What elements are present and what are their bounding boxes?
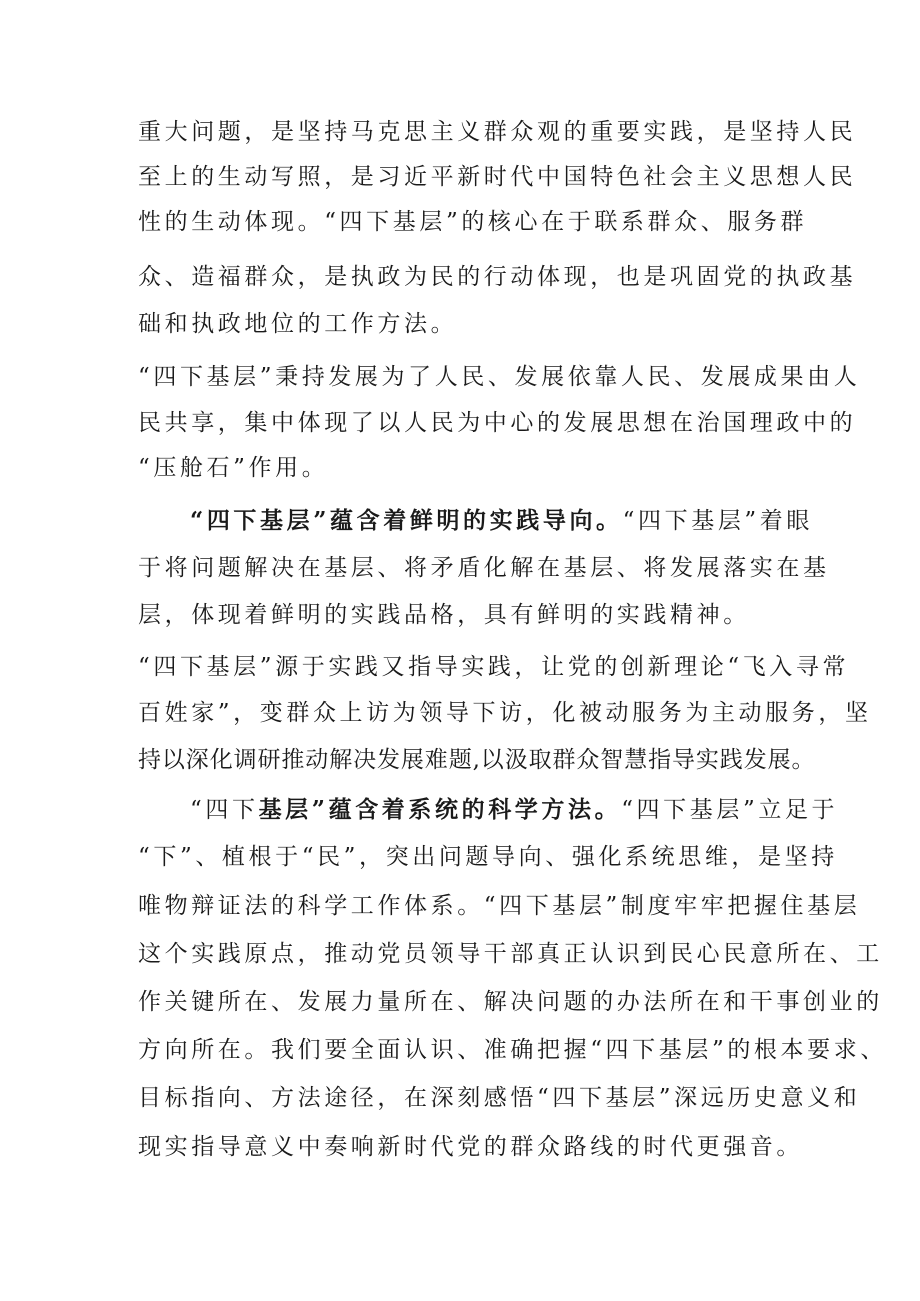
heading-tail-text: 立足于 bbox=[758, 797, 839, 823]
text-line: 百姓家”，变群众上访为领导下访，化被动服务为主动服务，坚 bbox=[138, 700, 872, 726]
text-line: 唯物辩证法的科学工作体系。“四下基层”制度牢牢把握住基层 bbox=[138, 893, 861, 919]
text-line: 方向所在。我们要全面认识、准确把握“四下基层”的根本要求、 bbox=[138, 1037, 887, 1063]
text-line: “下”、植根于“民”，突出问题导向、强化系统思维，是坚持 bbox=[138, 844, 838, 870]
text-line: 于将问题解决在基层、将矛盾化解在基层、将发展落实在基 bbox=[138, 555, 830, 581]
text-line: 民共享，集中体现了以人民为中心的发展思想在治国理政中的 bbox=[138, 410, 857, 436]
text-line: 性的生动体现。“四下基层”的核心在于联系群众、服务群 bbox=[138, 209, 808, 235]
paragraph-heading-practice bbox=[190, 506, 813, 536]
text-line: 作关键所在、发展力量所在、解决问题的办法所在和干事创业的 bbox=[138, 989, 883, 1015]
text-line: 础和执政地位的工作方法。 bbox=[138, 311, 458, 337]
text-line: 层，体现着鲜明的实践品格，具有鲜明的实践精神。 bbox=[138, 602, 750, 628]
text-line: 至上的生动写照，是习近平新时代中国特色社会主义思想人民 bbox=[138, 164, 857, 190]
text-line: “四下基层”源于实践又指导实践，让党的创新理论“飞入寻常 bbox=[138, 654, 850, 680]
text-line: 众、造福群众，是执政为民的行动体现，也是巩固党的执政基 bbox=[138, 264, 857, 290]
heading-lead-text: “四下基层” bbox=[622, 508, 760, 534]
text-line: “四下基层”秉持发展为了人民、发展依靠人民、发展成果由人 bbox=[138, 364, 861, 390]
text-line: 重大问题，是坚持马克思主义群众观的重要实践，是坚持人民 bbox=[138, 119, 857, 145]
heading-tail-text: 着眼 bbox=[759, 508, 813, 534]
text-line: 持以深化调研推动解决发展难题,以汲取群众智慧指导实践发展。 bbox=[138, 747, 816, 773]
heading-prefix-text: “四下 bbox=[190, 797, 259, 823]
heading-bold-text: 基层”蕴含着系统的科学方法。 bbox=[258, 796, 622, 823]
heading-bold-text: “四下基层”蕴含着鲜明的实践导向。 bbox=[190, 507, 623, 534]
text-line: 现实指导意义中奏响新时代党的群众路线的时代更强音。 bbox=[138, 1134, 803, 1160]
text-line: 目标指向、方法途径，在深刻感悟“四下基层”深远历史意义和 bbox=[138, 1085, 861, 1111]
text-line: “压舱石”作用。 bbox=[138, 455, 329, 481]
heading-lead-text: “四下基层” bbox=[621, 797, 759, 823]
text-line: 这个实践原点，推动党员领导干部真正认识到民心民意所在、工 bbox=[138, 941, 883, 967]
paragraph-heading-method bbox=[190, 795, 838, 825]
